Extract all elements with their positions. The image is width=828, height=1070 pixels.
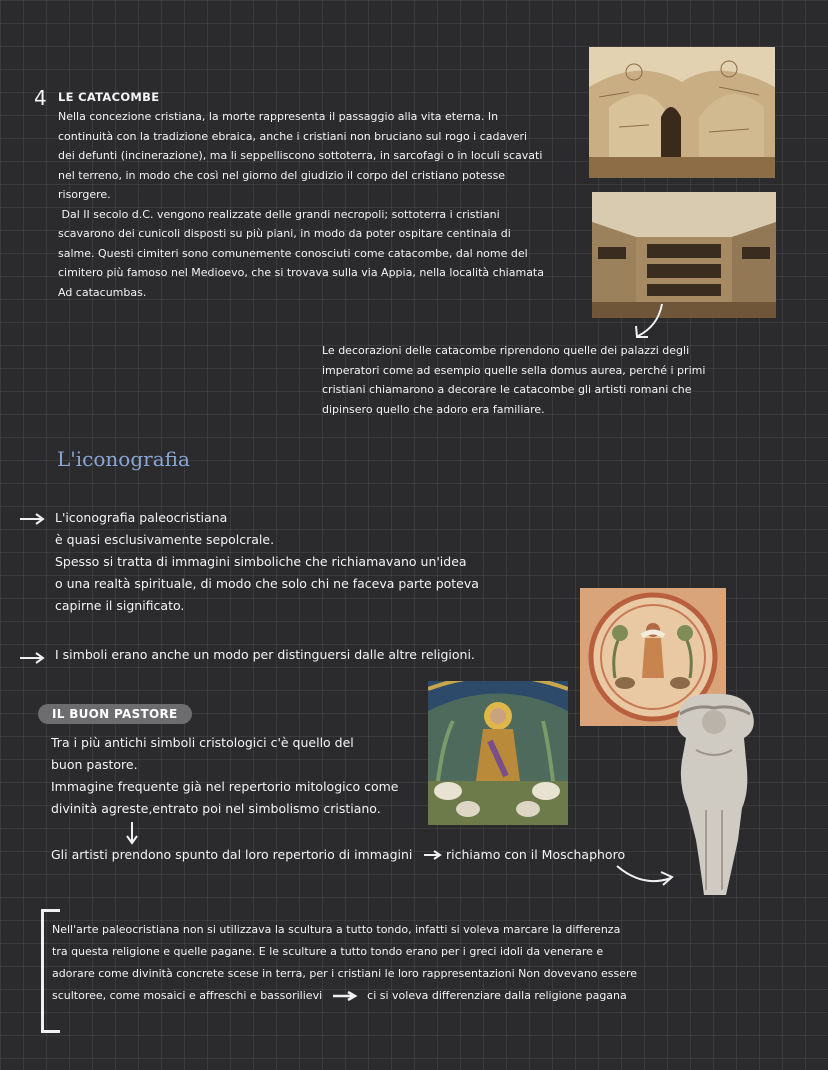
text-line: risorgere.: [58, 188, 111, 201]
text-line: adorare come divinità concrete scese in terra, per i cristiani le loro rappresentazioni Non dovevano essere: [52, 967, 638, 980]
good-shepherd-mosaic-photo: [428, 681, 568, 825]
text-line: dipinsero quello che adoro era familiare.: [322, 402, 545, 416]
text-line: dei defunti (incinerazione), ma li seppelliscono sottoterra, in sarcofagi o in loculi scavati: [58, 149, 543, 162]
text-line: o una realtà spirituale, di modo che solo chi ne faceva parte poteva: [55, 576, 479, 591]
text-line: Nell'arte paleocristiana non si utilizzava la scultura a tutto tondo, infatti si voleva marcare la differenza: [52, 923, 621, 936]
iconography-paragraph: [55, 507, 535, 617]
text-line: Nella concezione cristiana, la morte rappresenta il passaggio alla vita eterna. In: [58, 110, 499, 123]
catacombs-title: LE CATACOMBE: [58, 90, 160, 104]
good-shepherd-paragraph: [51, 732, 421, 820]
curved-arrow-icon: [628, 300, 668, 342]
iconography-heading: L'iconografia: [57, 447, 190, 471]
text-line: [52, 985, 792, 1007]
sculpture-last-line: scultoree, come mosaici e affreschi e bassorilievi: [52, 989, 323, 1002]
text-line: buon pastore.: [51, 757, 138, 772]
artists-line: Gli artisti prendono spunto dal loro repertorio di immagini: [51, 847, 413, 862]
text-line: Dal II secolo d.C. vengono realizzate delle grandi necropoli; sottoterra i cristiani: [58, 207, 500, 221]
text-line: Spesso si tratta di immagini simboliche che richiamavano un'idea: [55, 554, 467, 569]
text-line: continuità con la tradizione ebraica, anche i cristiani non bruciano sul rogo i cadaveri: [58, 129, 528, 143]
text-line: Immagine frequente già nel repertorio mitologico come: [51, 779, 399, 794]
text-line: scavarono dei cunicoli disposti su più piani, in modo da poter ospitare centinaia di: [58, 227, 511, 240]
section-number: 4: [34, 86, 47, 110]
text-line: salme. Questi cimiteri sono comunemente conosciuti come catacombe, dal nome del: [58, 246, 528, 260]
down-arrow-icon: [125, 820, 139, 846]
symbols-line: I simboli erano anche un modo per distinguersi dalle altre religioni.: [55, 647, 475, 662]
good-shepherd-label: IL BUON PASTORE: [38, 704, 192, 724]
moschophoros-line: richiamo con il Moschaphoro: [446, 847, 626, 862]
catacombs-paragraph: [58, 107, 578, 302]
text-line: cimitero più famoso nel Medioevo, che si trovava sulla via Appia, nella località chiamata: [58, 266, 544, 279]
text-line: Le decorazioni delle catacombe riprendono quelle dei palazzi degli: [322, 344, 690, 357]
text-line: divinità agreste,entrato poi nel simbolismo cristiano.: [51, 801, 381, 816]
right-arrow-icon: [332, 990, 358, 1002]
text-line: cristiani chiamarono a decorare le catacombe gli artisti romani che: [322, 383, 692, 396]
text-line: Ad catacumbas.: [58, 285, 147, 299]
text-line: capirne il significato.: [55, 598, 185, 613]
decorations-note: [322, 341, 742, 419]
conclusion-text: ci si voleva differenziare dalla religione pagana: [367, 989, 627, 1002]
catacomb-loculi-photo: [592, 192, 776, 318]
curved-arrow-icon: [615, 862, 677, 888]
right-arrow-icon: [18, 651, 46, 665]
right-arrow-icon: [423, 849, 443, 861]
text-line: nel terreno, in modo che così nel giorno del giudizio il corpo del cristiano potesse: [58, 168, 506, 182]
text-line: è quasi esclusivamente sepolcrale.: [55, 532, 275, 547]
sculpture-paragraph: [52, 919, 792, 1007]
catacomb-chamber-photo: [589, 47, 775, 178]
text-line: imperatori come ad esempio quelle sella domus aurea, perché i primi: [322, 363, 706, 377]
text-line: Tra i più antichi simboli cristologici c'è quello del: [51, 735, 354, 750]
text-line: L'iconografia paleocristiana: [55, 510, 228, 525]
moschophoros-statue-photo: [666, 690, 762, 900]
right-arrow-icon: [18, 512, 46, 526]
text-line: tra questa religione e quelle pagane. E le sculture a tutto tondo erano per i greci idoli da venerare e: [52, 945, 604, 958]
